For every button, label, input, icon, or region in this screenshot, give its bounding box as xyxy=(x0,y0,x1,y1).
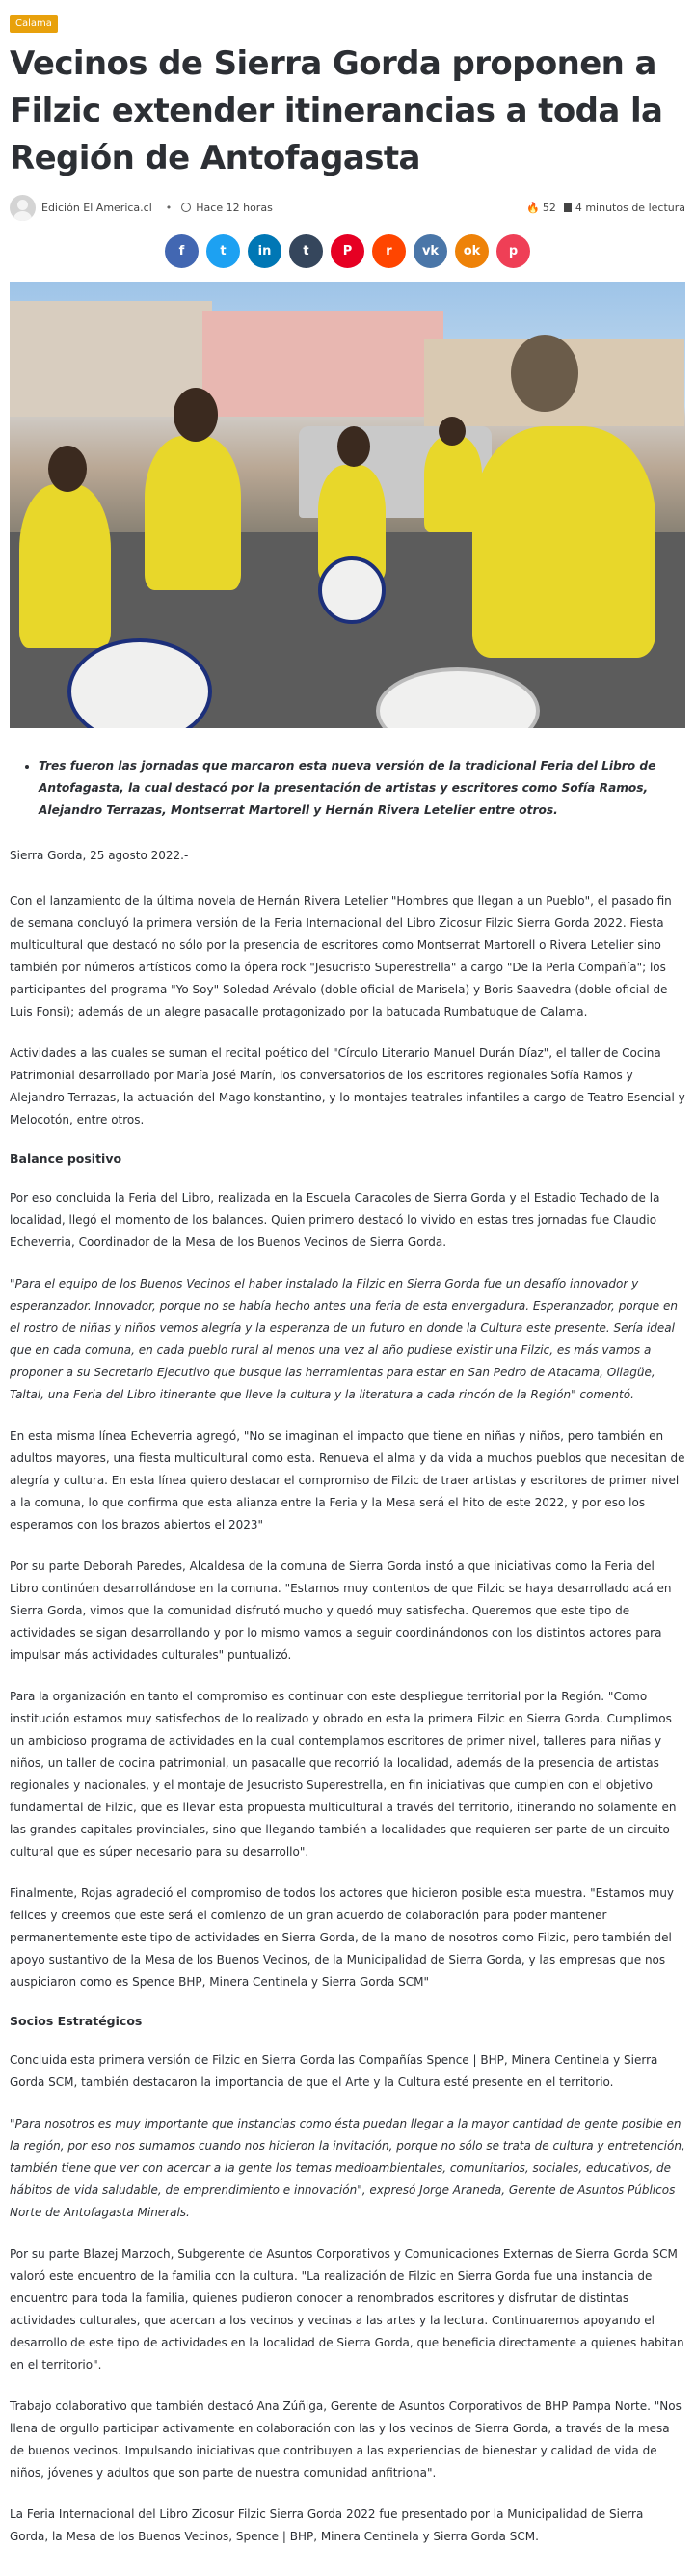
views-count: 52 xyxy=(542,201,556,214)
facebook-share-button[interactable] xyxy=(165,234,199,268)
views-icon: 🔥 xyxy=(526,201,540,214)
tumblr-icon: t xyxy=(303,244,309,258)
share-buttons xyxy=(10,234,685,268)
twitter-share-button[interactable] xyxy=(206,234,240,268)
author-avatar[interactable] xyxy=(10,195,36,221)
paragraph: Para la organización en tanto el compromiso es continuar con este despliegue territorial por la Región. "Como institución estamos muy satisfechos de lo realizado y obrado en esta la primera Filzic en Sierra Gorda. Cumplimos un ambicioso programa de actividades en la cual contemplamos escritores de primer nivel, talleres para niñas y niños, un taller de cocina patrimonial, un pasacalle que recorrió la localidad, además de la presencia de artistas regionales y nacionales, y el montaje de Jesucristo Superestrella, en fin iniciativas que cumplen con el objetivo fundamental de Filzic, que es llevar esta propuesta multicultural a través del territorio, itinerando no solamente en las grandes capitales provinciales, sino que llegando también a localidades que requieren ser parte de un circuito cultural que es súper necesario para su desarrollo". xyxy=(10,1690,677,1858)
paragraph: La Feria Internacional del Libro Zicosur Filzic Sierra Gorda 2022 fue presentado por la Municipalidad de Sierra Gorda, la Mesa de los Buenos Vecinos, Spence | BHP, Minera Centinela y Sierra Gorda SCM. xyxy=(10,2508,644,2543)
paragraph: Por su parte Deborah Paredes, Alcaldesa de la comuna de Sierra Gorda instó a que iniciativas como la Feria del Libro continúen desarrollándose en la comuna. "Estamos muy contentos de que Filzic se haya desarrollado acá en Sierra Gorda, vimos que la comunidad disfrutó mucho y quedó muy satisfecha. Queremos que este tipo de actividades se sigan desarrollando y por lo mismo vamos a seguir coordinándonos con los distintos actores para impulsar más actividades culturales" puntualizó. xyxy=(10,1559,672,1662)
pinterest-share-button[interactable] xyxy=(331,234,364,268)
subheading: Socios Estratégicos xyxy=(10,2014,143,2028)
pinterest-icon: P xyxy=(342,244,353,258)
vk-icon: vk xyxy=(421,244,440,258)
clock-icon xyxy=(181,203,191,212)
odnoklassniki-share-button[interactable] xyxy=(455,234,489,268)
paragraph: Finalmente, Rojas agradeció el compromiso de todos los actores que hicieron posible esta muestra. "Estamos muy felices y creemos que este será el comienzo de un gran acuerdo de colaboración para poder mantener permanentemente este tipo de actividades en Sierra Gorda, de la mano de nosotros como Filzic, pero también del apoyo sustantivo de la Mesa de los Buenos Vecinos, de la Municipalidad de Sierra Gorda, y las empresas que nos auspiciaron como es Spence BHP, Minera Centinela y Sierra Gorda SCM" xyxy=(10,1886,675,1989)
read-time-icon xyxy=(564,203,572,212)
dateline: Sierra Gorda, 25 agosto 2022.- xyxy=(10,849,189,862)
quote-paragraph: "Para el equipo de los Buenos Vecinos el haber instalado la Filzic en Sierra Gorda fue un desafío innovador y esperanzador. Innovador, porque no se había hecho antes una feria de esta envergadura. Esperanzador, porque en el rostro de niñas y niños vemos alegría y la esperanza de un futuro en donde la Cultura este presente. Sería ideal que en cada comuna, en cada pueblo rural al menos una vez al año pudiese existir una Filzic, es más vamos a proponer a su Secretario Ejecutivo que busque las herramientas para estar en San Pedro de Atacama, Ollagüe, Taltal, una Feria del Libro itinerante que lleve la cultura y la literatura a cada rincón de la Región" comentó. xyxy=(10,1277,678,1401)
linkedin-share-button[interactable] xyxy=(248,234,281,268)
reddit-icon: r xyxy=(386,244,392,258)
lead-item: • Tres fueron las jornadas que marcaron esta nueva versión de la tradicional Feria del Libro de Antofagasta, la cual destacó por la presentación de artistas y escritores como Sofía Ramos, Alejandro Terrazas, Montserrat Martorell y Hernán Rivera Letelier entre otros. xyxy=(39,755,685,822)
paragraph: Por eso concluida la Feria del Libro, realizada en la Escuela Caracoles de Sierra Gorda y el Estadio Techado de la localidad, llegó el momento de los balances. Quien primero destacó lo vivido en estas tres jornadas fue Claudio Echeverria, Coordinador de la Mesa de los Buenos Vecinos de Sierra Gorda. xyxy=(10,1191,660,1249)
reddit-share-button[interactable] xyxy=(372,234,406,268)
linkedin-icon: in xyxy=(257,244,272,258)
featured-image xyxy=(10,282,685,728)
paragraph: Concluida esta primera versión de Filzic en Sierra Gorda las Compañías Spence | BHP, Minera Centinela y Sierra Gorda SCM, también destacaron la importancia de que el Arte y la Cultura esté presente en el territorio. xyxy=(10,2053,658,2089)
twitter-icon: t xyxy=(220,244,227,258)
paragraph: Con el lanzamiento de la última novela de Hernán Rivera Letelier "Hombres que llegan a un Pueblo", el pasado fin de semana concluyó la primera versión de la Feria Internacional del Libro Zicosur Filzic Sierra Gorda 2022. Fiesta multicultural que destacó no sólo por la presencia de escritores como Montserrat Martorell o Rivera Letelier sino también por números artísticos como la ópera rock "Jesucristo Superestrella" a cargo "De la Perla Compañía"; los participantes del programa "Yo Soy" Soledad Arévalo (doble oficial de Marisela) y Boris Saavedra (doble oficial de Luis Fonsi); además de un alegre pasacalle protagonizado por la batucada Rumbatuque de Calama. xyxy=(10,894,672,1018)
paragraph: Actividades a las cuales se suman el recital poético del "Círculo Literario Manuel Durán Díaz", el taller de Cocina Patrimonial desarrollado por María José Marín, los conversatorios de los escritores regionales Sofía Ramos y Alejandro Terrazas, la actuación del Mago konstantino, y lo montajes teatrales infantiles a cargo de Teatro Esencial y Melocotón, entre otros. xyxy=(10,1046,685,1126)
article-title: Vecinos de Sierra Gorda proponen a Filzic extender itinerancias a toda la Región de Antofagasta xyxy=(10,44,663,177)
author-name[interactable]: Edición El America.cl xyxy=(41,201,152,214)
paragraph: En esta misma línea Echeverria agregó, "No se imaginan el impacto que tiene en niñas y niños, pero también en adultos mayores, una fiesta multicultural como esta. Renueva el alma y da vida a muchos pueblos que necesitan de alegría y cultura. En esta línea quiero destacar el compromiso de Filzic de traer artistas y escritores de primer nivel a la comuna, lo que confirma que esta alianza entre la Feria y la Mesa será el hito de este 2022, y por eso los esperamos con los brazos abiertos el 2023" xyxy=(10,1429,685,1532)
quote-paragraph: "Para nosotros es muy importante que instancias como ésta puedan llegar a la mayor cantidad de gente posible en la región, por eso nos sumamos cuando nos hicieron la invitación, porque no sólo se trata de cultura y entretención, también tiene que ver con acercar a la gente los temas medioambientales, comunitarios, sociales, educativos, de hábitos de vida saludable, de emprendimiento e innovación", expresó Jorge Araneda, Gerente de Asuntos Públicos Norte de Antofagasta Minerals. xyxy=(10,2117,685,2219)
category-badge[interactable]: Calama xyxy=(10,15,58,33)
meta-separator: • xyxy=(165,201,173,214)
article-lead xyxy=(39,755,685,822)
pocket-share-button[interactable] xyxy=(496,234,530,268)
article-meta xyxy=(10,194,685,221)
paragraph: Trabajo colaborativo que también destacó Ana Zúñiga, Gerente de Asuntos Corporativos de BHP Pampa Norte. "Nos llena de orgullo participar activamente en colaboración con las y los vecinos de Sierra Gorda, a través de la mesa de buenos vecinos. Impulsando iniciativas que contribuyen a las experiencias de bienestar y calidad de vida de niños, jóvenes y adultos que son parte de nuestra comunidad anfitriona". xyxy=(10,2400,682,2480)
publish-time: Hace 12 horas xyxy=(196,201,273,214)
odnoklassniki-icon: ok xyxy=(463,244,481,258)
read-time: 4 minutos de lectura xyxy=(575,201,685,214)
vk-share-button[interactable] xyxy=(414,234,447,268)
subheading: Balance positivo xyxy=(10,1152,122,1166)
pocket-icon: p xyxy=(508,244,519,258)
article-stats xyxy=(526,202,685,214)
tumblr-share-button[interactable] xyxy=(289,234,323,268)
paragraph: Por su parte Blazej Marzoch, Subgerente de Asuntos Corporativos y Comunicaciones Externas de Sierra Gorda SCM valoró este encuentro de la familia con la cultura. "La realización de Filzic en Sierra Gorda fue una instancia de encuentro para toda la familia, quienes pudieron conocer a renombrados escritores y disfrutar de distintas actividades culturales, que acercan a los vecinos y vecinas a las artes y la lectura. Continuaremos apoyando el desarrollo de este tipo de actividades en la localidad de Sierra Gorda, que beneficia directamente a quienes habitan en el territorio". xyxy=(10,2247,684,2372)
facebook-icon: f xyxy=(178,244,185,258)
